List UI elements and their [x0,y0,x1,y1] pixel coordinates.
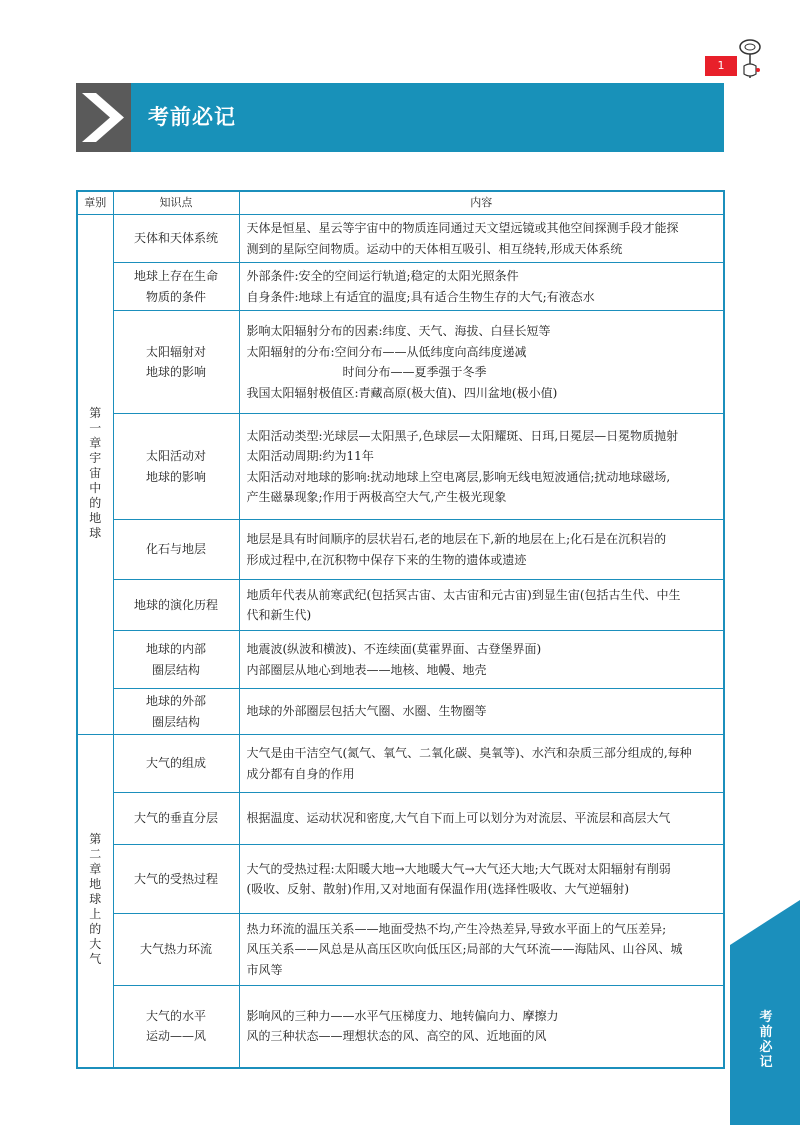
point-text: 地球的外部 [145,693,206,708]
chapter-1-cell [77,215,113,735]
content-cell [239,414,724,520]
content-line: 天体是恒星、星云等宇宙中的物质连同通过天文望远镜或其他空间探测手段才能探 [246,221,679,235]
knowledge-point [113,914,239,986]
knowledge-point [113,580,239,631]
header-banner [76,83,724,152]
point-text: 大气热力环流 [139,942,212,957]
chapter-label: 第一章宇宙中的地球 [89,405,102,540]
content-line: 影响风的三种力——水平气压梯度力、地转偏向力、摩擦力 [246,1008,559,1023]
chevron-icon [76,83,131,152]
knowledge-point [113,986,239,1068]
knowledge-point [113,414,239,520]
content-line: 大气的受热过程:太阳暖大地→大地暖大气→大气还大地;大气既对太阳辐射有削弱 [246,861,671,876]
point-text: 地球的影响 [145,365,206,379]
point-text: 大气的垂直分层 [133,811,218,826]
content-line: 代和新生代) [246,608,312,622]
content-line: 大气是由干洁空气(氮气、氧气、二氧化碳、臭氧等)、水汽和杂质三部分组成的,每种 [246,746,692,760]
table-row [77,311,724,414]
content-line: 我国太阳辐射极值区:青藏高原(极大值)、四川盆地(极小值) [246,385,558,400]
knowledge-table [76,190,725,1069]
content-cell [239,735,724,793]
point-text: 地球的影响 [145,469,206,484]
content-cell [239,580,724,631]
content-line: 市风等 [246,962,283,977]
content-cell [239,793,724,845]
content-line: 太阳活动周期:约为11年 [246,449,374,463]
content-line: 地层是具有时间顺序的层状岩石,老的地层在下,新的地层在上;化石是在沉积岩的 [246,532,667,546]
knowledge-point [113,520,239,580]
table-row [77,735,724,793]
knowledge-point [113,215,239,263]
knowledge-point [113,845,239,914]
side-tab-label: 考前必记 [759,1010,773,1070]
table-row [77,793,724,845]
chapter-label: 第二章地球上的大气 [89,832,102,966]
table-row [77,263,724,311]
table-row [77,215,724,263]
point-text: 太阳活动对 [145,449,206,463]
content-line: 地球的外部圈层包括大气圈、水圈、生物圈等 [246,704,487,719]
point-text: 圈层结构 [151,714,200,729]
content-cell [239,520,724,580]
point-text: 太阳辐射对 [145,344,206,359]
content-line: 地质年代表从前寒武纪(包括冥古宙、太古宙和元古宙)到显生宙(包括古生代、中生 [246,587,681,602]
content-line: 太阳辐射的分布:空间分布——从低纬度向高纬度递减 [246,344,527,359]
content-line: 外部条件:安全的空间运行轨道;稳定的太阳光照条件 [246,269,519,283]
point-text: 运动——风 [145,1029,206,1044]
content-line: 时间分布——夏季强于冬季 [342,365,487,379]
content-line: 太阳活动类型:光球层—太阳黑子,色球层—太阳耀斑、日珥,日冕层—日冕物质抛射 [246,428,679,443]
content-line: 测到的星际空间物质。运动中的天体相互吸引、相互绕转,形成天体系统 [246,241,623,256]
content-line: 热力环流的温压关系——地面受热不均,产生冷热差异,导致水平面上的气压差异; [246,921,667,936]
table-header-row [77,191,724,215]
content-line: 根据温度、运动状况和密度,大气自下而上可以划分为对流层、平流层和高层大气 [246,811,671,826]
side-tab-corner [730,900,800,945]
table-row [77,845,724,914]
point-text: 大气的组成 [145,756,206,771]
content-line: 地震波(纵波和横波)、不连续面(莫霍界面、古登堡界面) [246,642,542,656]
content-line: 内部圈层从地心到地表——地核、地幔、地壳 [246,662,487,677]
content-cell [239,914,724,986]
header-chapter: 章别 [77,191,113,215]
content-line: 风压关系——风总是从高压区吹向低压区;局部的大气环流——海陆风、山谷风、城 [246,942,683,957]
content-line: (吸收、反射、散射)作用,又对地面有保温作用(选择性吸收、大气逆辐射) [246,882,630,896]
header-knowledge-point: 知识点 [113,191,239,215]
point-text: 大气的受热过程 [133,871,218,886]
page-title: 考前必记 [148,105,236,129]
knowledge-point [113,311,239,414]
content-cell [239,631,724,689]
content-line: 影响太阳辐射分布的因素:纬度、天气、海拔、白昼长短等 [246,324,551,338]
point-text: 物质的条件 [145,289,206,304]
table-row [77,580,724,631]
content-line: 产生磁暴现象;作用于两极高空大气,产生极光现象 [246,490,507,504]
point-text: 大气的水平 [145,1008,206,1023]
table-row [77,689,724,735]
chapter-2-cell [77,735,113,1068]
content-cell [239,845,724,914]
knowledge-point [113,793,239,845]
knowledge-point [113,631,239,689]
knowledge-point [113,263,239,311]
content-cell [239,986,724,1068]
side-tab [730,900,800,1125]
content-line: 自身条件:地球上有适宜的温度;具有适合生物生存的大气;有液态水 [246,289,595,304]
content-cell [239,263,724,311]
content-cell [239,311,724,414]
table-row [77,414,724,520]
point-text: 天体和天体系统 [133,231,218,246]
knowledge-point [113,735,239,793]
content-line: 形成过程中,在沉积物中保存下来的生物的遗体或遗迹 [246,552,527,567]
point-text: 地球的内部 [145,642,206,656]
point-text: 地球的演化历程 [133,597,218,612]
table-row [77,520,724,580]
content-line: 风的三种状态——理想状态的风、高空的风、近地面的风 [246,1029,547,1044]
page-number: 1 [705,56,737,76]
content-line: 成分都有自身的作用 [246,766,355,781]
content-cell [239,215,724,263]
table-row [77,631,724,689]
content-line: 太阳活动对地球的影响:扰动地球上空电离层,影响无线电短波通信;扰动地球磁场, [246,469,671,484]
point-text: 地球上存在生命 [133,268,218,283]
table-row [77,986,724,1068]
content-cell [239,689,724,735]
point-text: 化石与地层 [145,542,206,557]
header-content: 内容 [239,191,724,215]
knowledge-point [113,689,239,735]
mascot-icon [736,38,768,82]
table-row [77,914,724,986]
point-text: 圈层结构 [151,662,200,677]
